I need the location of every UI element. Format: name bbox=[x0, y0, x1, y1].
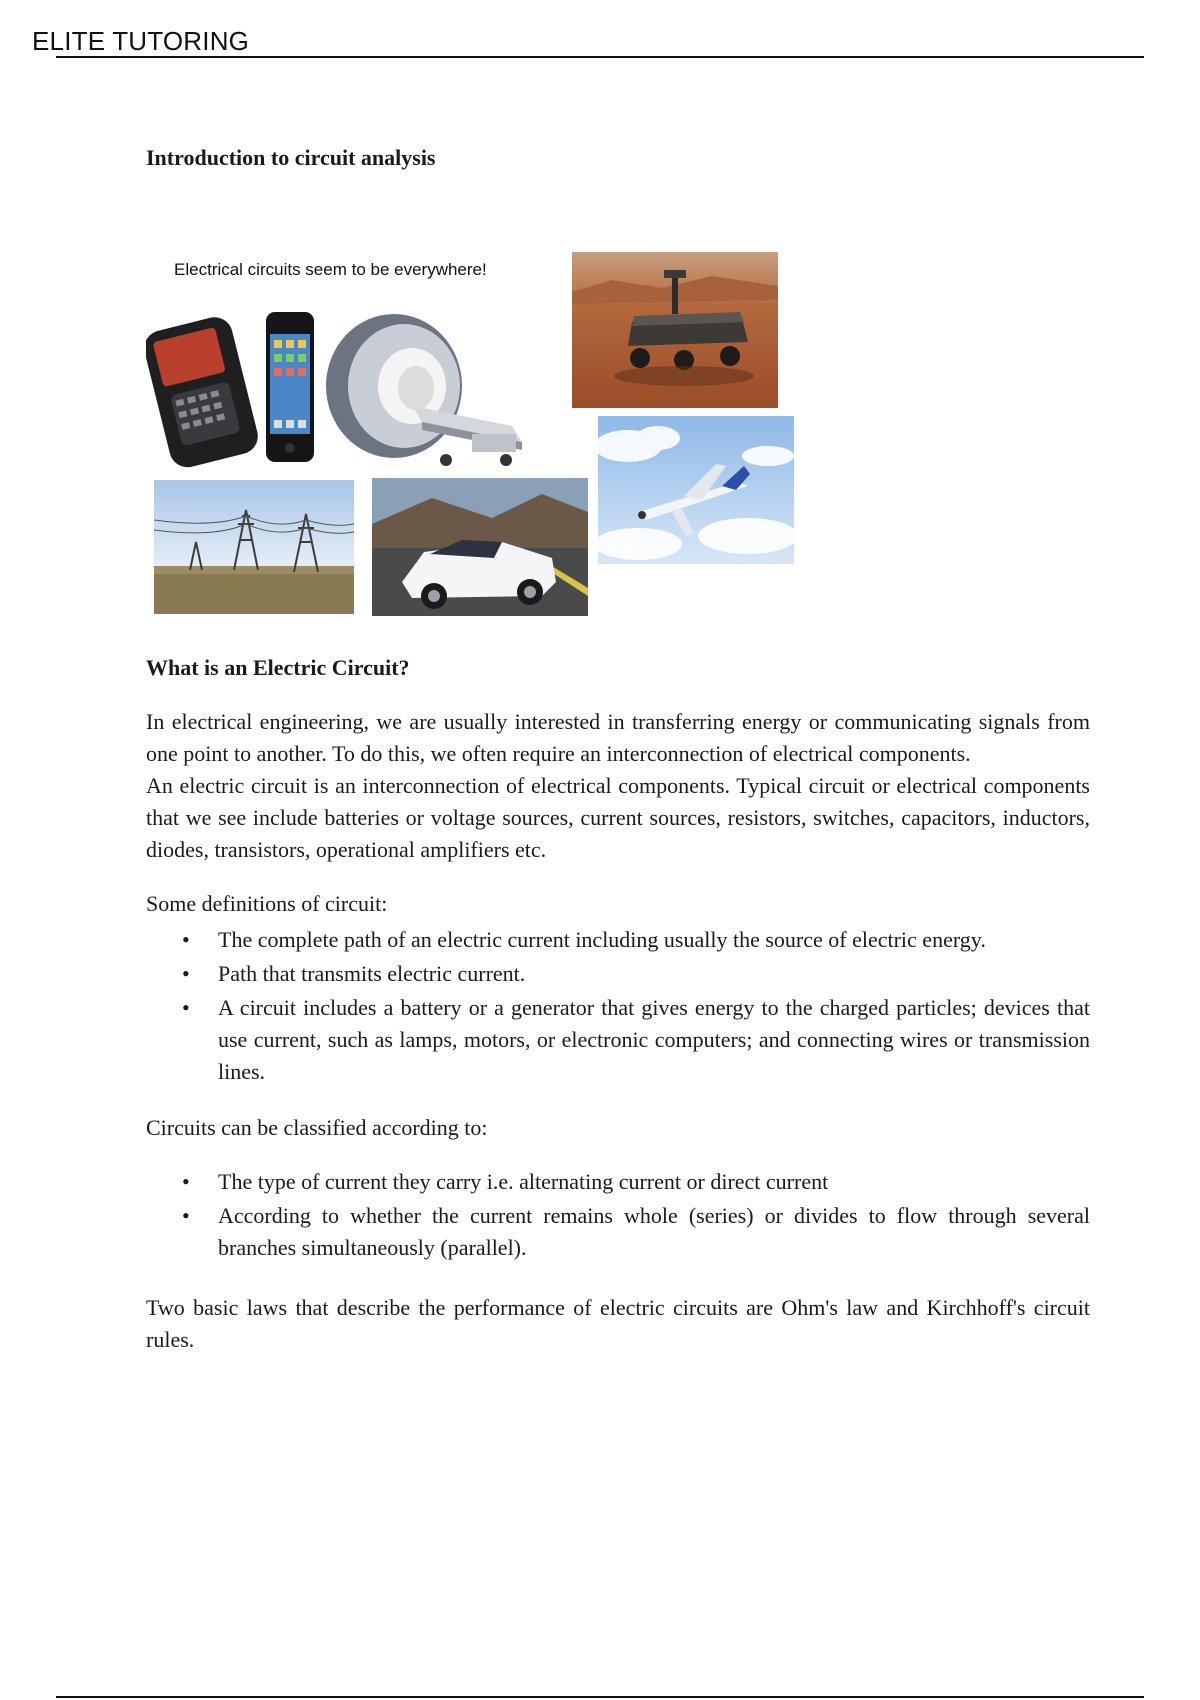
definitions-intro: Some definitions of circuit: bbox=[146, 891, 388, 916]
header-divider bbox=[56, 56, 1144, 58]
circuits-collage bbox=[146, 254, 1090, 626]
page-title: Introduction to circuit analysis bbox=[146, 145, 436, 170]
collage-caption: Electrical circuits seem to be everywhere! bbox=[174, 260, 487, 279]
spacer bbox=[146, 1144, 1090, 1162]
section-heading: What is an Electric Circuit? bbox=[146, 655, 410, 680]
closing-paragraph: Two basic laws that describe the performance of electric circuits are Ohm's law and Kirchhoff's circuit rules. bbox=[146, 1295, 1090, 1352]
mars-rover-image bbox=[572, 252, 778, 408]
list-item: • According to whether the current remains whole (series) or divides to flow through several branches simultaneously (parallel). bbox=[218, 1200, 1090, 1264]
list-item: • The complete path of an electric current including usually the source of electric energy. bbox=[218, 924, 1090, 956]
iphone-image bbox=[264, 310, 316, 464]
classifications-list bbox=[146, 1166, 1090, 1264]
list-item: • Path that transmits electric current. bbox=[218, 958, 1090, 990]
spacer bbox=[146, 1090, 1090, 1112]
spacer bbox=[146, 1266, 1090, 1292]
document-body bbox=[146, 142, 1090, 1356]
spacer bbox=[146, 866, 1090, 888]
classified-intro: Circuits can be classified according to: bbox=[146, 1115, 488, 1140]
airplane-image bbox=[598, 416, 794, 564]
header-title: ELITE TUTORING bbox=[32, 26, 250, 56]
sports-car-image bbox=[372, 478, 588, 616]
list-item: • The type of current they carry i.e. alternating current or direct current bbox=[218, 1166, 1090, 1198]
blackberry-phone-image bbox=[146, 316, 258, 468]
mri-scanner-image bbox=[322, 310, 532, 480]
list-item: • A circuit includes a battery or a generator that gives energy to the charged particles; devices that use current, such as lamps, motors, or electronic computers; and connecting wires or transmission lines. bbox=[218, 992, 1090, 1088]
intro-paragraph: In electrical engineering, we are usually interested in transferring energy or communicating signals from one point to another. To do this, we often require an interconnection of electrical components. bbox=[146, 709, 1090, 766]
power-lines-image bbox=[154, 480, 354, 614]
footer-divider bbox=[56, 1696, 1144, 1698]
definition-paragraph: An electric circuit is an interconnection of electrical components. Typical circuit or electrical components that we see include batteries or voltage sources, current sources, resistors, switches, capacitors, inductors, diodes, transistors, operational amplifiers etc. bbox=[146, 773, 1090, 862]
definitions-list bbox=[146, 924, 1090, 1088]
spacer bbox=[146, 684, 1090, 706]
